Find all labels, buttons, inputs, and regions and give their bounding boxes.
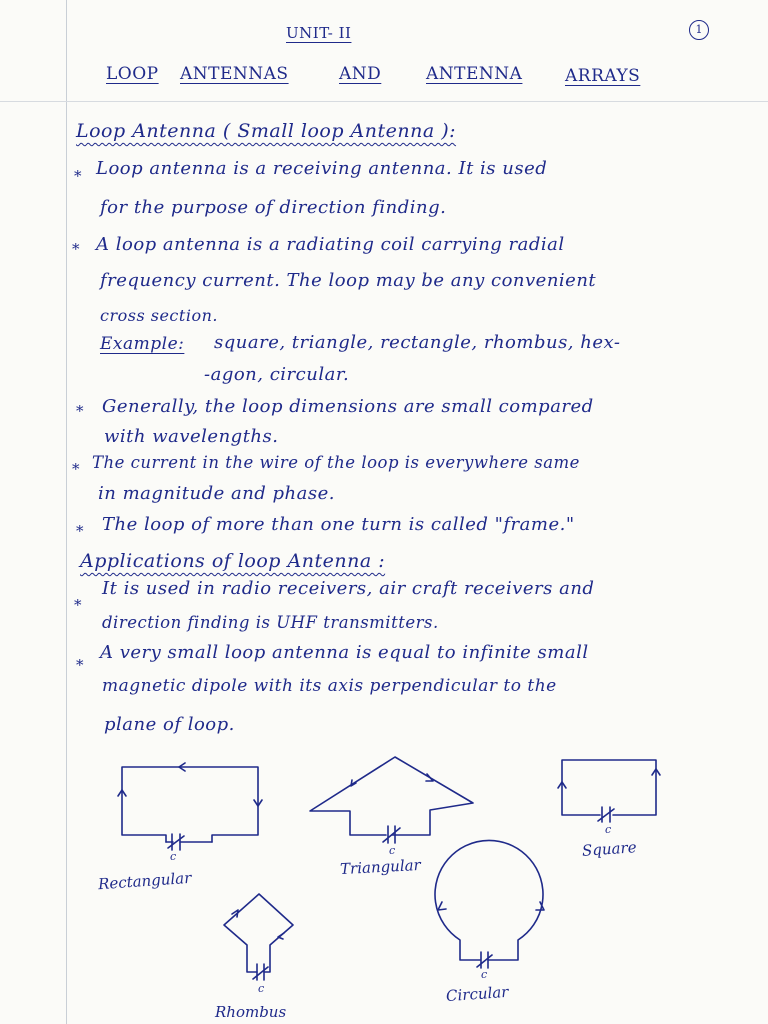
example-line-2: -agon, circular. bbox=[204, 364, 350, 385]
bullet-marker: * bbox=[76, 402, 84, 420]
bullet-marker: * bbox=[72, 240, 80, 258]
bullet-marker: * bbox=[72, 460, 80, 478]
bullet-marker: * bbox=[76, 656, 84, 674]
bullet-1-line-1: Loop antenna is a receiving antenna. It is used bbox=[96, 158, 548, 179]
circular-loop-diagram bbox=[435, 840, 544, 968]
bullet-3-line-2: with wavelengths. bbox=[104, 426, 279, 447]
section-heading-applications: Applications of loop Antenna : bbox=[80, 550, 386, 572]
bullet-5-line-1: The loop of more than one turn is called "frame." bbox=[102, 514, 575, 535]
triangular-loop-diagram bbox=[310, 757, 473, 843]
capacitor-label: c bbox=[389, 844, 396, 857]
caption-circular: Circular bbox=[445, 982, 509, 1006]
title-word-3: AND bbox=[339, 64, 382, 84]
app-bullet-2-line-3: plane of loop. bbox=[104, 714, 235, 735]
capacitor-label: c bbox=[605, 823, 612, 836]
bullet-2-line-2: frequency current. The loop may be any convenient bbox=[100, 270, 597, 291]
bullet-marker: * bbox=[74, 167, 82, 185]
bullet-4-line-1: The current in the wire of the loop is everywhere same bbox=[92, 453, 580, 472]
square-loop-diagram bbox=[558, 760, 660, 822]
caption-rhombus: Rhombus bbox=[215, 1003, 287, 1021]
caption-square: Square bbox=[581, 838, 638, 860]
app-bullet-2-line-1: A very small loop antenna is equal to infinite small bbox=[100, 642, 589, 663]
bullet-2-line-3: cross section. bbox=[100, 306, 218, 325]
title-word-1: LOOP bbox=[106, 64, 159, 84]
section-heading-loop-antenna: Loop Antenna ( Small loop Antenna ): bbox=[76, 120, 457, 142]
example-line-1: square, triangle, rectangle, rhombus, hex- bbox=[214, 332, 621, 353]
title-word-4: ANTENNA bbox=[426, 64, 523, 84]
title-word-2: ANTENNAS bbox=[180, 64, 289, 84]
unit-heading: UNIT- II bbox=[286, 24, 352, 42]
bullet-marker: * bbox=[76, 522, 84, 540]
app-bullet-1-line-1: It is used in radio receivers, air craft receivers and bbox=[102, 578, 595, 599]
title-word-5: ARRAYS bbox=[565, 66, 641, 86]
page-number: 1 bbox=[689, 20, 709, 40]
app-bullet-1-line-2: direction finding is UHF transmitters. bbox=[102, 613, 439, 632]
bullet-3-line-1: Generally, the loop dimensions are small compared bbox=[102, 396, 594, 417]
app-bullet-2-line-2: magnetic dipole with its axis perpendicular to the bbox=[102, 676, 557, 696]
bullet-4-line-2: in magnitude and phase. bbox=[98, 483, 335, 504]
capacitor-label: c bbox=[170, 850, 177, 863]
caption-triangular: Triangular bbox=[339, 855, 422, 879]
rectangular-loop-diagram bbox=[118, 763, 262, 850]
example-label: Example: bbox=[100, 334, 185, 354]
bullet-marker: * bbox=[74, 596, 82, 614]
caption-rectangular: Rectangular bbox=[97, 868, 192, 894]
rhombus-loop-diagram bbox=[224, 894, 293, 980]
capacitor-label: c bbox=[481, 968, 488, 981]
capacitor-label: c bbox=[258, 982, 265, 995]
bullet-1-line-2: for the purpose of direction finding. bbox=[100, 197, 447, 218]
bullet-2-line-1: A loop antenna is a radiating coil carrying radial bbox=[96, 234, 565, 255]
